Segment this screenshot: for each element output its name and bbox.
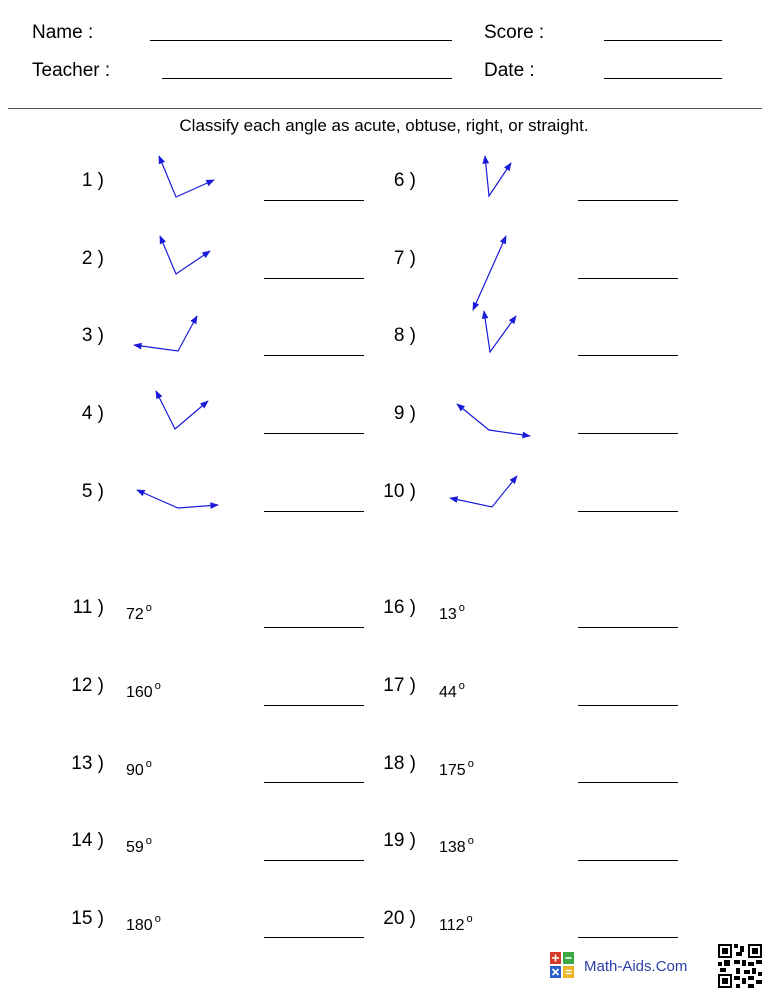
problem-label: 13 ) bbox=[71, 753, 104, 774]
angle-2 bbox=[160, 236, 210, 274]
angle-8 bbox=[484, 311, 516, 352]
problem-label: 18 ) bbox=[383, 753, 416, 774]
answer-line[interactable] bbox=[264, 627, 364, 628]
degree-symbol: o bbox=[145, 758, 152, 770]
problem-label: 7 ) bbox=[393, 248, 416, 269]
angle-10 bbox=[450, 476, 517, 507]
problem-label: 2 ) bbox=[81, 248, 104, 269]
degree-value: 160 $^o$ bbox=[126, 680, 161, 701]
angle-3 bbox=[134, 316, 197, 351]
degree-symbol: o bbox=[466, 913, 473, 925]
teacher-label: Teacher : bbox=[32, 60, 111, 81]
degree-symbol: o bbox=[154, 680, 161, 692]
degree-symbol: o bbox=[458, 602, 465, 614]
degree-value: 59 $^o$ bbox=[126, 835, 152, 856]
problem-label: 4 ) bbox=[81, 403, 104, 424]
qr-code-icon bbox=[718, 944, 762, 988]
degree-symbol: o bbox=[154, 913, 161, 925]
degree-value: 72 $^o$ bbox=[126, 602, 152, 623]
angle-9 bbox=[457, 404, 530, 436]
problem-label: 19 ) bbox=[383, 830, 416, 851]
answer-line[interactable] bbox=[578, 627, 678, 628]
angle-6 bbox=[485, 156, 511, 196]
problem-label: 1 ) bbox=[81, 170, 104, 191]
problem-label: 8 ) bbox=[393, 325, 416, 346]
problem-label: 20 ) bbox=[383, 908, 416, 929]
degree-value: 44 $^o$ bbox=[439, 680, 465, 701]
degree-symbol: o bbox=[458, 680, 465, 692]
angle-7 bbox=[473, 236, 506, 310]
instructions: Classify each angle as acute, obtuse, right, or straight. bbox=[179, 116, 589, 135]
date-label: Date : bbox=[484, 60, 535, 81]
answer-line[interactable] bbox=[264, 937, 364, 938]
degree-symbol: o bbox=[145, 602, 152, 614]
problem-label: 3 ) bbox=[81, 325, 104, 346]
brand-link[interactable]: Math-Aids.Com bbox=[584, 958, 688, 975]
answer-line[interactable] bbox=[578, 860, 678, 861]
calculator-logo-icon bbox=[550, 952, 574, 978]
problem-label: 10 ) bbox=[383, 481, 416, 502]
problem-label: 5 ) bbox=[81, 481, 104, 502]
answer-line[interactable] bbox=[264, 782, 364, 783]
answer-line[interactable] bbox=[264, 860, 364, 861]
degree-value: 112 $^o$ bbox=[439, 913, 473, 934]
answer-line[interactable] bbox=[578, 705, 678, 706]
degree-value: 180 $^o$ bbox=[126, 913, 161, 934]
degree-value: 175 $^o$ bbox=[439, 758, 474, 779]
degree-symbol: o bbox=[145, 835, 152, 847]
problem-label: 11 ) bbox=[72, 597, 104, 618]
name-label: Name : bbox=[32, 22, 94, 43]
problem-label: 6 ) bbox=[393, 170, 416, 191]
score-label: Score : bbox=[484, 22, 545, 43]
answer-line[interactable] bbox=[264, 705, 364, 706]
angle-5 bbox=[137, 490, 218, 508]
problem-label: 15 ) bbox=[71, 908, 104, 929]
degree-symbol: o bbox=[467, 835, 474, 847]
answer-line[interactable] bbox=[578, 937, 678, 938]
problem-label: 9 ) bbox=[393, 403, 416, 424]
problem-label: 12 ) bbox=[71, 675, 104, 696]
answer-line[interactable] bbox=[578, 782, 678, 783]
degree-value: 90 $^o$ bbox=[126, 758, 152, 779]
problem-label: 14 ) bbox=[71, 830, 104, 851]
angle-1 bbox=[159, 156, 214, 197]
degree-value: 138 $^o$ bbox=[439, 835, 474, 856]
problem-label: 17 ) bbox=[383, 675, 416, 696]
angle-4 bbox=[156, 391, 208, 429]
problem-label: 16 ) bbox=[383, 597, 416, 618]
degree-value: 13 $^o$ bbox=[439, 602, 465, 623]
degree-symbol: o bbox=[467, 758, 474, 770]
